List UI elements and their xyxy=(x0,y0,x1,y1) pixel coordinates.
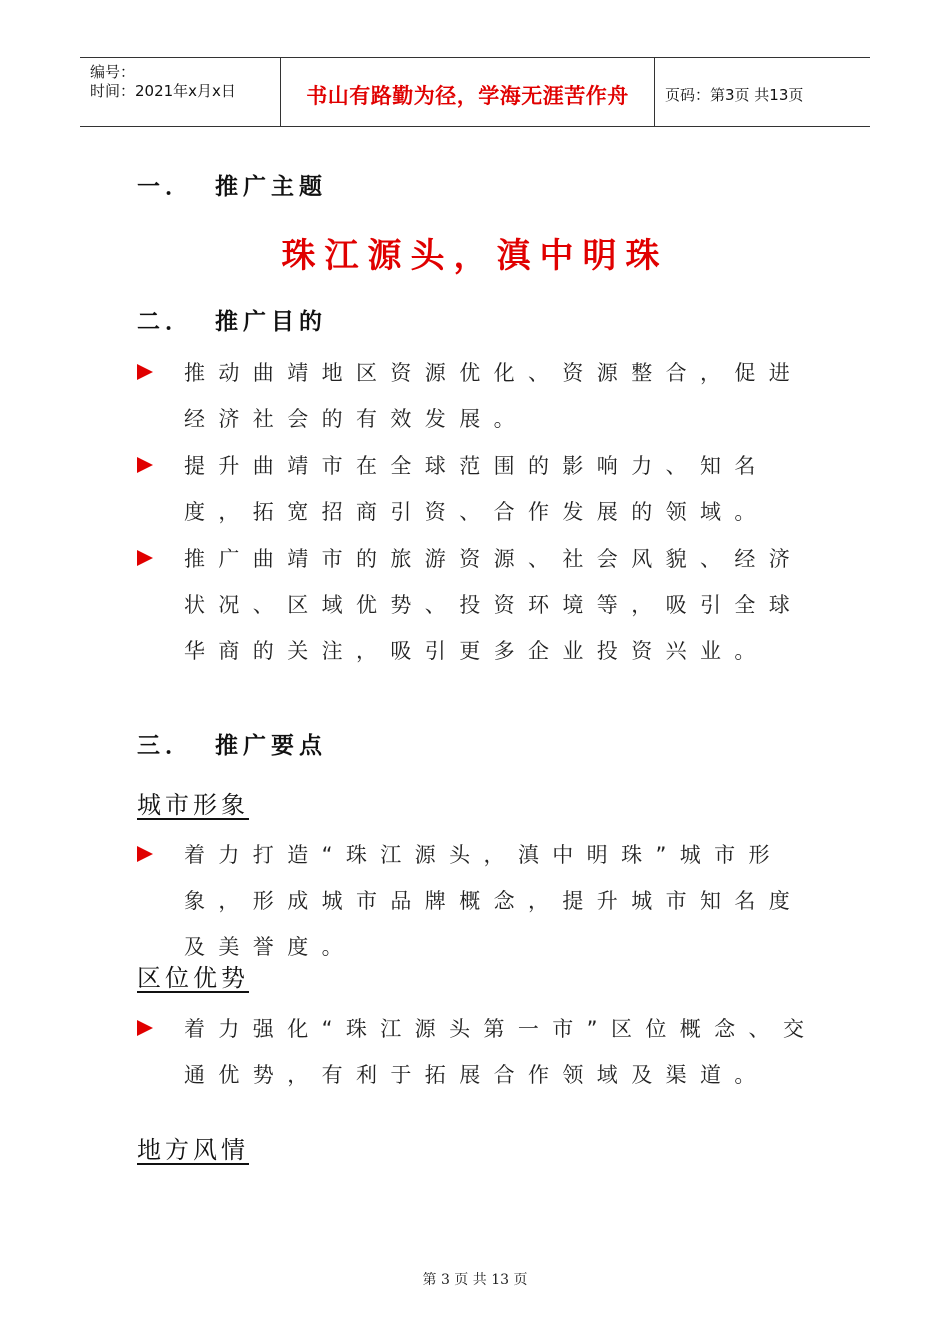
list-item-text: 推广曲靖市的旅游资源、社会风貌、经济状况、区域优势、投资环境等，吸引全球华商的关注，吸引更多企业投资兴业。 xyxy=(184,547,804,663)
red-triangle-bullet-icon xyxy=(137,846,153,862)
section-title: 推广主题 xyxy=(215,174,327,200)
header-motto: 书山有路勤为径，学海无涯苦作舟 xyxy=(306,84,629,108)
red-triangle-bullet-icon xyxy=(137,1020,153,1036)
list-item-text: 着力强化“珠江源头第一市”区位概念、交通优势，有利于拓展合作领域及渠道。 xyxy=(184,1017,818,1087)
document-header xyxy=(80,57,870,127)
document-time-label: 时间：2021年x月x日 xyxy=(90,82,236,100)
section-number: 一． xyxy=(137,174,193,200)
red-triangle-bullet-icon xyxy=(137,457,153,473)
section-title: 推广目的 xyxy=(215,309,327,335)
page-footer: 第 3 页 共 13 页 xyxy=(422,1272,528,1288)
subsection-title-city-image: 城市形象 xyxy=(137,791,249,819)
list-item-text: 着力打造“珠江源头，滇中明珠”城市形象，形成城市品牌概念，提升城市知名度及美誉度。 xyxy=(184,843,804,959)
section-number: 三． xyxy=(137,733,193,759)
header-page-cell xyxy=(655,58,870,126)
header-meta-cell xyxy=(80,58,281,126)
document-number-label: 编号： xyxy=(90,63,136,81)
section-heading-theme xyxy=(137,168,327,201)
section-heading-purpose xyxy=(137,303,327,336)
list-item-text: 提升曲靖市在全球范围的影响力、知名度，拓宽招商引资、合作发展的领域。 xyxy=(184,454,769,524)
subsection-title-location: 区位优势 xyxy=(137,964,249,992)
list-item-text: 推动曲靖地区资源优化、资源整合，促进经济社会的有效发展。 xyxy=(184,361,804,431)
red-triangle-bullet-icon xyxy=(137,550,153,566)
header-motto-cell xyxy=(281,58,655,126)
header-page-info: 页码：第3页 共13页 xyxy=(665,86,804,104)
section-number: 二． xyxy=(137,309,193,335)
red-triangle-bullet-icon xyxy=(137,364,153,380)
section-heading-key-points xyxy=(137,727,327,760)
section-title: 推广要点 xyxy=(215,733,327,759)
subsection-title-local-customs: 地方风情 xyxy=(137,1136,249,1164)
theme-slogan: 珠江源头，滇中明珠 xyxy=(281,236,669,276)
